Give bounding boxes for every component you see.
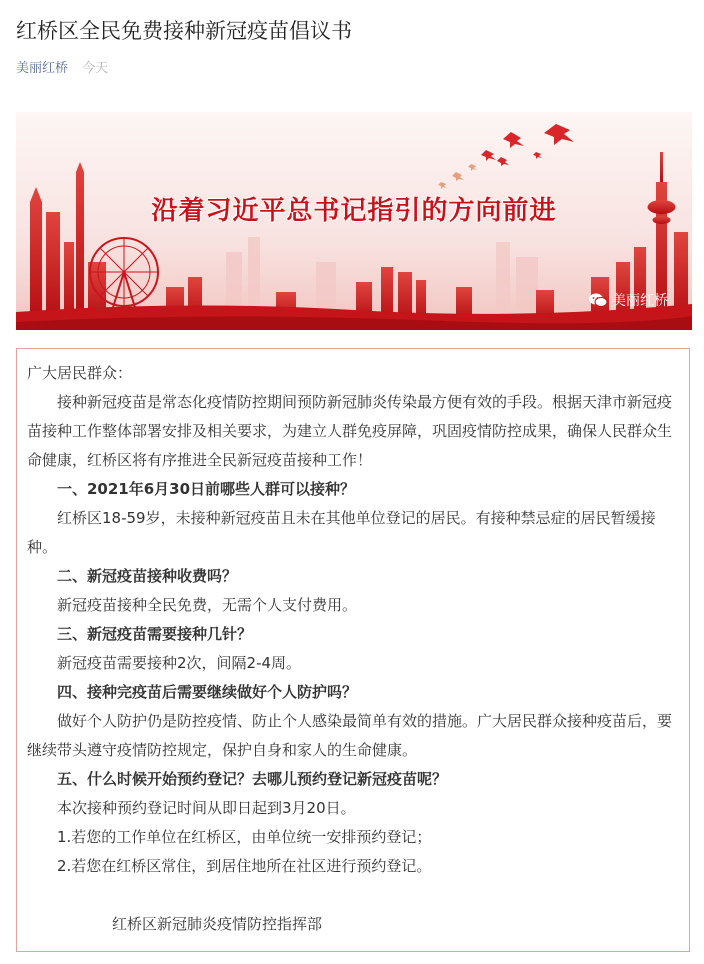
notice-intro: 接种新冠疫苗是常态化疫情防控期间预防新冠肺炎传染最方便有效的手段。根据天津市新冠疫苗接种工作整体部署安排及相关要求，为建立人群免疫屏障，巩固疫情防控成果，确保人民群众生命健康，红桥区将有序推进全民新冠疫苗接种工作！ [27, 393, 673, 469]
section-body: 红桥区18-59岁，未接种新冠疫苗且未在其他单位登记的居民。有接种禁忌症的居民暂缓接种。 [27, 509, 656, 556]
article-title: 红桥区全民免费接种新冠疫苗倡议书 [16, 19, 352, 43]
section-body: 做好个人防护仍是防控疫情、防止个人感染最简单有效的措施。广大居民群众接种疫苗后，要继续带头遵守疫情防控规定，保护自身和家人的生命健康。 [27, 712, 673, 759]
account-name-link[interactable]: 美丽红桥 [16, 61, 69, 76]
section-body: 1.若您的工作单位在红桥区，由单位统一安排预约登记； [57, 828, 432, 846]
notice-signature: 红桥区新冠肺炎疫情防控指挥部 [112, 915, 323, 933]
notice-greeting: 广大居民群众： [27, 364, 133, 382]
notice-box [16, 348, 690, 952]
banner-watermark-text: 美丽红桥 [612, 293, 668, 309]
section-heading: 三、新冠疫苗需要接种几针？ [57, 625, 253, 643]
section-body: 本次接种预约登记时间从即日起到3月20日。 [57, 799, 356, 817]
section-heading: 五、什么时候开始预约登记？去哪儿预约登记新冠疫苗呢？ [57, 770, 448, 788]
section-body: 新冠疫苗需要接种2次，间隔2-4周。 [57, 654, 302, 672]
section-heading: 一、2021年6月30日前哪些人群可以接种？ [57, 480, 356, 498]
banner-watermark [588, 290, 668, 310]
banner-image [16, 112, 692, 330]
wechat-icon [588, 292, 608, 308]
banner-slogan: 沿着习近平总书记指引的方向前进 [151, 196, 557, 226]
section-heading: 二、新冠疫苗接种收费吗？ [57, 567, 238, 585]
publish-date: 今天 [82, 61, 109, 76]
section-body: 新冠疫苗接种全民免费，无需个人支付费用。 [57, 596, 358, 614]
article-meta [16, 59, 108, 79]
section-heading: 四、接种完疫苗后需要继续做好个人防护吗？ [57, 683, 358, 701]
section-body: 2.若您在红桥区常住，到居住地所在社区进行预约登记。 [57, 857, 432, 875]
